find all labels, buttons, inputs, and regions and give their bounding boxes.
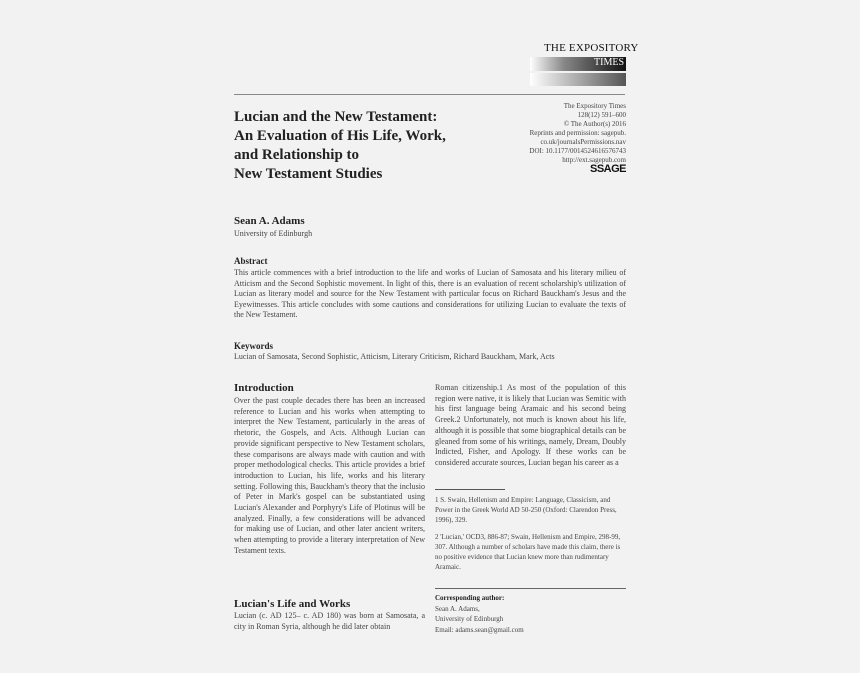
author-name: Sean A. Adams bbox=[234, 215, 305, 227]
publisher-logo: SSAGE bbox=[589, 163, 626, 175]
journal-meta bbox=[529, 102, 626, 174]
corr-email: Email: adams.sean@gmail.com bbox=[435, 625, 524, 634]
abstract-text: This article commences with a brief introduction to the life and works of Lucian of Samosata and his literary milieu of Atticism and the Second Sophistic movement. In light of this, there is an evaluation of recent scholarship's utilization of Lucian as literary model and source for the New Testament with particular focus on Richard Bauckham's Jesus and the Eyewitnesses. This article concludes with some cautions and considerations for utilizing Lucian to evaluate the texts of the New Testament. bbox=[234, 268, 626, 319]
intro-text: Over the past couple decades there has been an increased reference to Lucian and his works when attempting to interpret the New Testament, particularly in the areas of rhetoric, the Gospels, and Acts. Although Lucian can provide significant perspective to New Testament scholars, these comparisons are always made with caution and with proper methodological checks. This article provides a brief introduction to Lucian, his life, works and his literary setting. Following this, Bauckham's theory that the inclusio of Peter in Mark's gospel can be substantiated using Lucian's Alexander and Porphyry's Life of Plotinus will be analyzed. Finally, a few considerations will be advanced for making use of Lucian, and other later ancient writers, when attempting to provide a literary interpretation of New Testament texts. bbox=[234, 396, 425, 555]
column2-text: Roman citizenship.1 As most of the population of this region were native, it is likely that Lucian was Semitic with his first language being Aramaic and his second being Greek.2 Unfortunately, not much is known about his life, although it is possible that some biographical details can be gleaned from some of his writings, namely, Dream, Doubly Indicted, Fisher, and Apology. If these works can be considered accurate sources, Lucian began his career as a bbox=[435, 383, 626, 467]
meta-line: The Expository Times bbox=[563, 102, 626, 110]
article-title bbox=[234, 108, 446, 184]
author-affiliation: University of Edinburgh bbox=[234, 229, 313, 238]
keywords-heading: Keywords bbox=[234, 341, 273, 351]
meta-line: co.uk/journalsPermissions.nav bbox=[540, 138, 626, 146]
footnote-1: 1 S. Swain, Hellenism and Empire: Language, Classicism, and Power in the Greek World AD 50-250 (Oxford: Clarendon Press, 1996), 329. bbox=[435, 496, 617, 524]
meta-line: 128(12) 591–600 bbox=[577, 111, 626, 119]
title-line: An Evaluation of His Life, Work, bbox=[234, 128, 446, 144]
journal-logo bbox=[530, 42, 639, 88]
corr-heading: Corresponding author: bbox=[435, 594, 505, 602]
keywords-text: Lucian of Samosata, Second Sophistic, Atticism, Literary Criticism, Richard Bauckham, Mark, Acts bbox=[234, 352, 555, 361]
logo-line2: TIMES bbox=[594, 57, 624, 68]
abstract-heading: Abstract bbox=[234, 256, 268, 266]
corresponding-rule bbox=[435, 588, 626, 589]
corr-affiliation: University of Edinburgh bbox=[435, 615, 504, 623]
meta-line: Reprints and permission: sagepub. bbox=[529, 129, 626, 137]
life-heading: Lucian's Life and Works bbox=[234, 598, 351, 610]
corr-name: Sean A. Adams, bbox=[435, 604, 480, 613]
logo-line1: THE EXPOSITORY bbox=[544, 42, 639, 54]
title-line: New Testament Studies bbox=[234, 166, 383, 182]
meta-line: http://ext.sagepub.com bbox=[562, 156, 626, 164]
meta-line: © The Author(s) 2016 bbox=[563, 120, 626, 128]
header-rule bbox=[234, 94, 625, 95]
corresponding-author bbox=[435, 593, 524, 635]
logo-bar-lower bbox=[530, 73, 626, 86]
intro-heading: Introduction bbox=[234, 382, 294, 394]
title-line: Lucian and the New Testament: bbox=[234, 109, 438, 125]
life-text: Lucian (c. AD 125– c. AD 180) was born at Samosata, a city in Roman Syria, although he did later obtain bbox=[234, 611, 425, 631]
meta-line: DOI: 10.1177/0014524616576743 bbox=[529, 147, 626, 155]
footnote-rule bbox=[435, 489, 505, 490]
footnote-2: 2 'Lucian,' OCD3, 886-87; Swain, Hellenism and Empire, 298-99, 307. Although a number of scholars have made this claim, there is no positive evidence that Lucian knew more than rudimentary Aramaic. bbox=[435, 533, 621, 571]
title-line: and Relationship to bbox=[234, 147, 360, 163]
